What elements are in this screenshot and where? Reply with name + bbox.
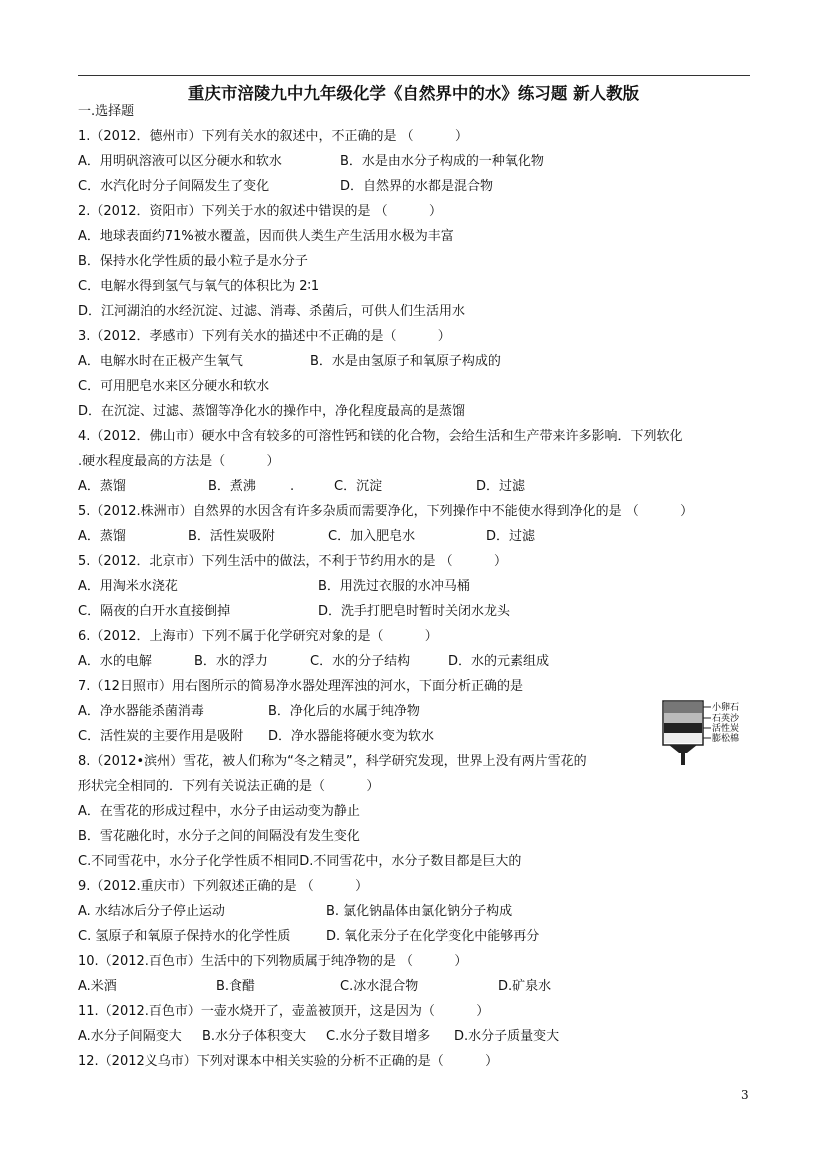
question-text: A．在雪花的形成过程中，水分子由运动变为静止: [78, 804, 360, 819]
answer-option: C．水的分子结构: [310, 654, 411, 669]
answer-option: D．净水器能将硬水变为软水: [268, 729, 435, 744]
question-text: C．电解水得到氢气与氧气的体积比为 2∶1: [78, 279, 320, 294]
answer-option: A．用明矾溶液可以区分硬水和软水: [78, 154, 282, 169]
answer-option: B.食醋: [216, 979, 256, 994]
outlet-funnel: [669, 745, 697, 753]
water-purifier-figure: [655, 699, 775, 769]
answer-option: C.冰水混合物: [340, 979, 419, 994]
answer-option: B．水的浮力: [194, 654, 268, 669]
answer-option: A．电解水时在正极产生氧气: [78, 354, 243, 369]
question-text: .硬水程度最高的方法是（ ）: [78, 454, 280, 469]
answer-option: D．过滤: [486, 529, 536, 544]
answer-option: A．水的电解: [78, 654, 152, 669]
answer-option: D.水分子质量变大: [454, 1029, 560, 1044]
answer-option: B.水分子体积变大: [202, 1029, 307, 1044]
document-title: 重庆市涪陵九中九年级化学《自然界中的水》练习题 新人教版: [187, 84, 640, 103]
question-text: A．地球表面约71%被水覆盖，因而供人类生产生活用水极为丰富: [78, 229, 454, 244]
answer-option: D．自然界的水都是混合物: [340, 179, 494, 194]
carbon-layer: [664, 723, 702, 733]
question-text: 1.（2012．德州市）下列有关水的叙述中，不正确的是 （ ）: [78, 129, 468, 144]
label-pebble: 小卵石: [712, 703, 740, 713]
question-text: 11.（2012.百色市）一壶水烧开了，壶盖被顶开，这是因为（ ）: [78, 1004, 490, 1019]
question-text: C．可用肥皂水来区分硬水和软水: [78, 379, 270, 394]
answer-option: A．蒸馏: [78, 479, 126, 494]
label-carbon: 活性炭: [712, 724, 740, 734]
answer-option: B．水是由水分子构成的一种氧化物: [340, 154, 544, 169]
question-text: 形状完全相同的．下列有关说法正确的是（ ）: [78, 779, 380, 794]
answer-option: D. 氧化汞分子在化学变化中能够再分: [326, 929, 540, 944]
sand-layer: [664, 713, 702, 723]
answer-option: A.米酒: [78, 979, 117, 994]
answer-option: .: [290, 479, 295, 494]
outlet-tube: [681, 753, 685, 765]
answer-option: D．过滤: [476, 479, 526, 494]
answer-option: B．水是由氢原子和氧原子构成的: [310, 354, 501, 369]
page-number: 3: [741, 1088, 749, 1102]
answer-option: A．蒸馏: [78, 529, 126, 544]
answer-option: C. 氢原子和氧原子保持水的化学性质: [78, 929, 291, 944]
question-text: D．在沉淀、过滤、蒸馏等净化水的操作中，净化程度最高的是蒸馏: [78, 404, 466, 419]
question-text: 10.（2012.百色市）生活中的下列物质属于纯净物的是 （ ）: [78, 954, 468, 969]
question-text: 2.（2012．资阳市）下列关于水的叙述中错误的是 （ ）: [78, 204, 442, 219]
answer-option: A．净水器能杀菌消毒: [78, 704, 204, 719]
answer-option: C．加入肥皂水: [328, 529, 416, 544]
question-text: B．保持水化学性质的最小粒子是水分子: [78, 254, 308, 269]
answer-option: D.矿泉水: [498, 979, 552, 994]
answer-option: A.水分子间隔变大: [78, 1029, 182, 1044]
question-text: D．江河湖泊的水经沉淀、过滤、消毒、杀菌后，可供人们生活用水: [78, 304, 466, 319]
answer-option: B. 氯化钠晶体由氯化钠分子构成: [326, 904, 513, 919]
pebble-layer: [664, 702, 702, 713]
question-text: 7.（12日照市）用右图所示的简易净水器处理浑浊的河水，下面分析正确的是: [78, 679, 523, 694]
label-cotton: 膨松棉: [712, 734, 740, 744]
question-text: 5.（2012.株洲市）自然界的水因含有许多杂质而需要净化，下列操作中不能使水得到净化的是 （ ）: [78, 504, 694, 519]
answer-option: C．水汽化时分子间隔发生了变化: [78, 179, 270, 194]
answer-option: C．活性炭的主要作用是吸附: [78, 729, 244, 744]
question-text: 3.（2012．孝感市）下列有关水的描述中不正确的是（ ）: [78, 329, 451, 344]
header-rule: [78, 75, 750, 76]
answer-option: B．活性炭吸附: [188, 529, 275, 544]
answer-option: A．用淘米水浇花: [78, 579, 178, 594]
question-text: B．雪花融化时，水分子之间的间隔没有发生变化: [78, 829, 360, 844]
label-sand: 石英沙: [712, 714, 740, 724]
section-heading: 一.选择题: [78, 104, 135, 119]
answer-option: D．洗手打肥皂时暂时关闭水龙头: [318, 604, 511, 619]
answer-option: D．水的元素组成: [448, 654, 550, 669]
question-text: 6.（2012．上海市）下列不属于化学研究对象的是（ ）: [78, 629, 438, 644]
question-text: 12.（2012义乌市）下列对课本中相关实验的分析不正确的是（ ）: [78, 1054, 499, 1069]
answer-option: B．净化后的水属于纯净物: [268, 704, 420, 719]
question-text: 4.（2012．佛山市）硬水中含有较多的可溶性钙和镁的化合物，会给生活和生产带来许多影响．下列软化: [78, 429, 683, 444]
question-text: 8.（2012•滨州）雪花，被人们称为“冬之精灵”，科学研究发现，世界上没有两片雪花的: [78, 754, 587, 769]
question-text: 5.（2012．北京市）下列生活中的做法，不利于节约用水的是 （ ）: [78, 554, 507, 569]
cotton-layer: [664, 733, 702, 743]
answer-option: C．沉淀: [334, 479, 383, 494]
answer-option: A. 水结冰后分子停止运动: [78, 904, 225, 919]
question-text: C.不同雪花中，水分子化学性质不相同D.不同雪花中，水分子数目都是巨大的: [78, 854, 522, 869]
answer-option: B．煮沸: [208, 479, 256, 494]
answer-option: B．用洗过衣服的水冲马桶: [318, 579, 470, 594]
question-text: 9.（2012.重庆市）下列叙述正确的是 （ ）: [78, 879, 369, 894]
answer-option: C.水分子数目增多: [326, 1029, 431, 1044]
answer-option: C．隔夜的白开水直接倒掉: [78, 604, 231, 619]
